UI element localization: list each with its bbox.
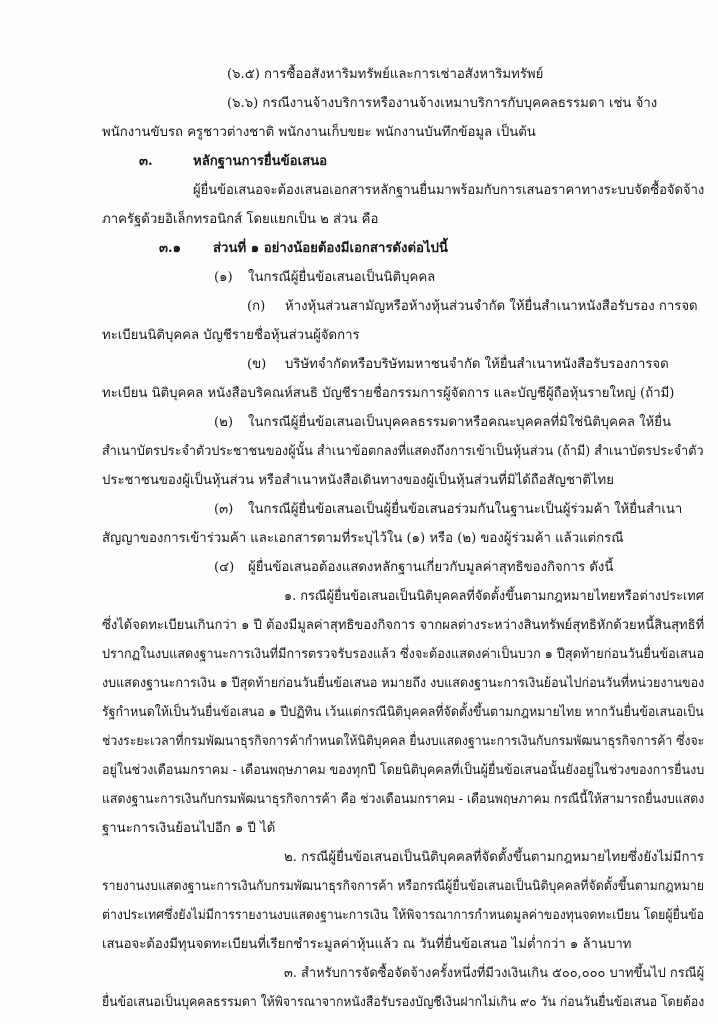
item-6-6-cont: พนักงานขับรถ ครูชาวต่างชาติ พนักงานเก็บขยะ พนักงานบันทึกข้อมูล เป็นต้น (102, 125, 536, 140)
section-3-heading: หลักฐานการยื่นข้อเสนอ (193, 154, 328, 169)
item-4-number: (๔) (214, 560, 235, 575)
item-4-2-cont-2: ต่างประเทศซึ่งยังไม่มีการรายงานงบแสดงฐานะการเงิน ให้พิจารณาการกำหนดมูลค่าของทุนจดทะเบียน โดยผู้ยื่นข้อ (102, 908, 704, 923)
item-3-number: (๓) (214, 502, 234, 517)
item-2-cont-2: ประชาชนของผู้เป็นหุ้นส่วน หรือสำเนาหนังสือเดินทางของผู้เป็นหุ้นส่วนที่มิได้ถือสัญชาติไทย (102, 473, 614, 488)
item-2-number: (๒) (214, 415, 233, 430)
item-4-2-cont-3: เสนอจะต้องมีทุนจดทะเบียนที่เรียกชำระมูลค่าหุ้นแล้ว ณ วันที่ยื่นข้อเสนอ ไม่ต่ำกว่า ๑ ล้านบาท (102, 937, 632, 952)
item-2-cont-1: สำเนาบัตรประจำตัวประชาชนของผู้นั้น สำเนาข้อตกลงที่แสดงถึงการเข้าเป็นหุ้นส่วน (ถ้ามี) สำเนาบัตรประจำตัว (102, 444, 704, 459)
item-3-text: ในกรณีผู้ยื่นข้อเสนอเป็นผู้ยื่นข้อเสนอร่วมกันในฐานะเป็นผู้ร่วมค้า ให้ยื่นสำเนา (248, 502, 683, 517)
item-1-a-text: ห้างหุ้นส่วนสามัญหรือห้างหุ้นส่วนจำกัด ให้ยื่นสำเนาหนังสือรับรอง การจด (285, 299, 698, 314)
item-1-b-cont: ทะเบียน นิติบุคคล หนังสือบริคณห์สนธิ บัญชีรายชื่อกรรมการผู้จัดการ และบัญชีผู้ถือหุ้นรายใหญ่ (ถ้ามี) (102, 386, 675, 401)
section-3-number: ๓. (139, 154, 153, 169)
item-4-1-cont-3: งบแสดงฐานะการเงิน ๑ ปีสุดท้ายก่อนวันยื่นข้อเสนอ หมายถึง งบแสดงฐานะการเงินย้อนไปก่อนวันที่หน่วยงานของ (102, 676, 705, 691)
item-1-b-text: บริษัทจำกัดหรือบริษัทมหาชนจำกัด ให้ยื่นสำเนาหนังสือรับรองการจด (285, 357, 669, 372)
item-1-a-cont: ทะเบียนนิติบุคคล บัญชีรายชื่อหุ้นส่วนผู้จัดการ (102, 328, 360, 343)
item-4-3-cont: ยื่นข้อเสนอเป็นบุคคลธรรมดา ให้พิจารณาจากหนังสือรับรองบัญชีเงินฝากไม่เกิน ๙๐ วัน ก่อนวันยื่นข้อเสนอ โดยต้อง (102, 995, 705, 1010)
item-1-text: ในกรณีผู้ยื่นข้อเสนอเป็นนิติบุคคล (248, 270, 436, 285)
item-4-1-cont-7: แสดงฐานะการเงินกับกรมพัฒนาธุรกิจการค้า คือ ช่วงเดือนมกราคม - เดือนพฤษภาคม กรณีนี้ให้สามารถยื่นงบแสดง (102, 792, 705, 807)
item-4-1-cont-4: รัฐกำหนดให้เป็นวันยื่นข้อเสนอ ๑ ปีปฏิทิน เว้นแต่กรณีนิติบุคคลที่จัดตั้งขึ้นตามกฎหมายไทย หากวันยื่นข้อเสนอเป็น (102, 705, 704, 720)
item-3-cont: สัญญาของการเข้าร่วมค้า และเอกสารตามที่ระบุไว้ใน (๑) หรือ (๒) ของผู้ร่วมค้า แล้วแต่กรณี (102, 531, 624, 546)
item-4-2-cont-1: รายงานงบแสดงฐานะการเงินกับกรมพัฒนาธุรกิจการค้า หรือกรณีผู้ยื่นข้อเสนอเป็นนิติบุคคลที่จัดตั้งขึ้นตามกฎหมาย (102, 879, 705, 894)
section-3-1-number: ๓.๑ (159, 241, 181, 256)
item-4-1-cont-5: ช่วงระยะเวลาที่กรมพัฒนาธุรกิจการค้ากำหนดให้นิติบุคคล ยื่นงบแสดงฐานะการเงินกับกรมพัฒนาธุรกิจการค้า ซึ่งจะ (102, 734, 705, 749)
section-3-1-heading: ส่วนที่ ๑ อย่างน้อยต้องมีเอกสารดังต่อไปนี้ (213, 241, 448, 256)
item-1-number: (๑) (214, 270, 233, 285)
item-4-1-cont-1: ซึ่งได้จดทะเบียนเกินกว่า ๑ ปี ต้องมีมูลค่าสุทธิของกิจการ จากผลต่างระหว่างสินทรัพย์สุทธิหักด้วยหนี้สินสุทธิที่ (102, 618, 705, 633)
item-4-1-cont-2: ปรากฏในงบแสดงฐานะการเงินที่มีการตรวจรับรองแล้ว ซึ่งจะต้องแสดงค่าเป็นบวก ๑ ปีสุดท้ายก่อนวันยื่นข้อเสนอ (102, 647, 705, 662)
item-1-b-number: (ข) (247, 357, 267, 372)
item-1-a-number: (ก) (247, 299, 266, 314)
item-4-text: ผู้ยื่นข้อเสนอต้องแสดงหลักฐานเกี่ยวกับมูลค่าสุทธิของกิจการ ดังนี้ (248, 560, 614, 575)
section-3-intro-cont: ภาครัฐด้วยอิเล็กทรอนิกส์ โดยแยกเป็น ๒ ส่วน คือ (102, 212, 379, 227)
item-4-2: ๒. กรณีผู้ยื่นข้อเสนอเป็นนิติบุคคลที่จัดตั้งขึ้นตามกฎหมายไทยซึ่งยังไม่มีการ (284, 850, 704, 865)
item-4-1-cont-6: อยู่ในช่วงเดือนมกราคม - เดือนพฤษภาคม ของทุกปี โดยนิติบุคคลที่เป็นผู้ยื่นข้อเสนอนั้นยังอยู่ในช่วงของการยื่นงบ (102, 763, 705, 778)
item-2-text: ในกรณีผู้ยื่นข้อเสนอเป็นบุคคลธรรมดาหรือคณะบุคคลที่มิใช่นิติบุคคล ให้ยื่น (248, 415, 671, 430)
item-4-1-cont-8: ฐานะการเงินย้อนไปอีก ๑ ปี ได้ (102, 821, 276, 836)
section-3-intro: ผู้ยื่นข้อเสนอจะต้องเสนอเอกสารหลักฐานยื่นมาพร้อมกับการเสนอราคาทางระบบจัดซื้อจัดจ้าง (193, 183, 705, 198)
item-6-5: (๖.๕) การซื้ออสังหาริมทรัพย์และการเช่าอสังหาริมทรัพย์ (227, 67, 544, 82)
item-4-3: ๓. สำหรับการจัดซื้อจัดจ้างครั้งหนึ่งที่มีวงเงินเกิน ๕๐๐,๐๐๐ บาทขึ้นไป กรณีผู้ (284, 966, 705, 981)
item-6-6: (๖.๖) กรณีงานจ้างบริการหรืองานจ้างเหมาบริการกับบุคคลธรรมดา เช่น จ้าง (227, 96, 658, 111)
item-4-1: ๑. กรณีผู้ยื่นข้อเสนอเป็นนิติบุคคลที่จัดตั้งขึ้นตามกฎหมายไทยหรือต่างประเทศ (284, 589, 704, 604)
